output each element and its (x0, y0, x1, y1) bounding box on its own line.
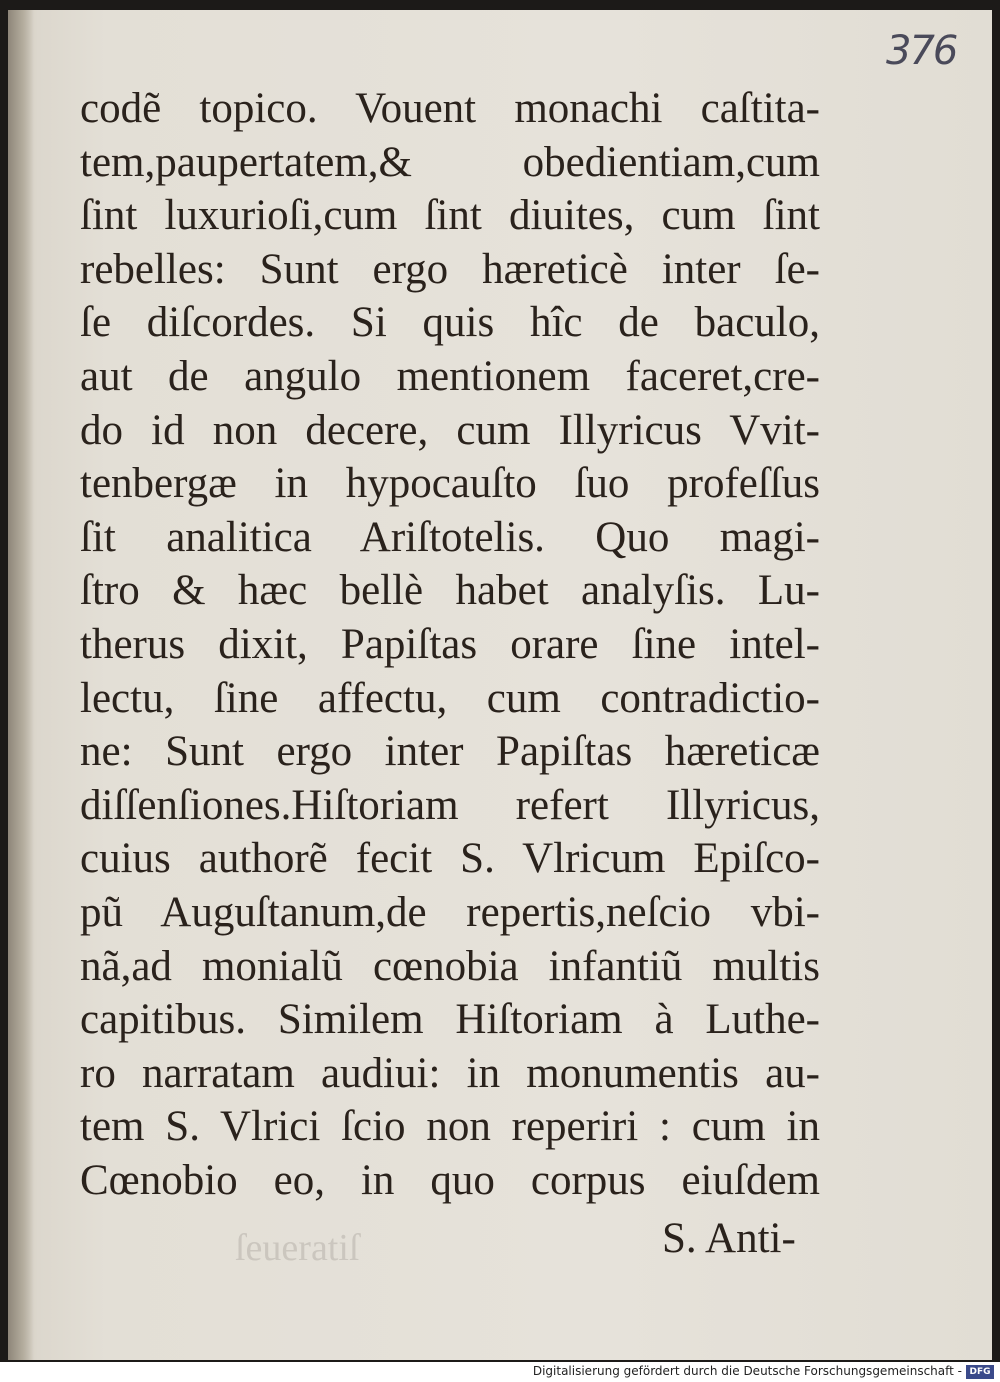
text-line: ne: Sunt ergo inter Papiſtas hæreticæ (80, 728, 820, 776)
text-line: capitibus. Similem Hiſtoriam à Luthe- (80, 996, 820, 1044)
text-line: rebelles: Sunt ergo hæreticè inter ſe- (80, 245, 820, 293)
handwritten-page-number: 376 (886, 28, 957, 74)
text-line: pũ Auguſtanum,de repertis,neſcio vbi- (80, 888, 820, 936)
text-line: ro narratam audiui: in monumentis au- (80, 1049, 820, 1097)
footer-credit: Digitalisierung gefördert durch die Deutsche Forschungsgemeinschaft - (532, 1364, 962, 1378)
catchword: S. Anti- (662, 1215, 796, 1262)
text-line: aut de angulo mentionem faceret,cre- (80, 352, 820, 400)
text-line: cuius authorẽ fecit S. Vlricum Epiſco- (80, 835, 820, 883)
text-line: lectu, ſine affectu, cum contradictio- (80, 674, 820, 722)
text-line: ſtro & hæc bellè habet analyſis. Lu- (80, 567, 820, 615)
text-line: do id non decere, cum Illyricus Vvit- (80, 406, 820, 454)
text-line: therus dixit, Papiſtas orare ſine intel- (80, 620, 820, 668)
text-line: ſit analitica Ariſtotelis. Quo magi- (80, 513, 820, 561)
text-line: tem S. Vlrici ſcio non reperiri : cum in (80, 1103, 820, 1151)
text-line: Cœnobio eo, in quo corpus eiuſdem (80, 1156, 820, 1204)
body-text (80, 82, 820, 1207)
footer-bar (0, 1362, 1000, 1382)
text-line: tem,paupertatem,& obedientiam,cum (80, 138, 820, 186)
text-line: ſe diſcordes. Si quis hîc de baculo, (80, 299, 820, 347)
page-spine-shadow (8, 10, 34, 1360)
text-line: tenbergæ in hypocauſto ſuo profeſſus (80, 460, 820, 508)
text-line: codẽ topico. Vouent monachi caſtita- (80, 85, 820, 132)
dfg-logo: DFG (966, 1365, 994, 1379)
bleed-through-text: ſeueratiſ (235, 1227, 360, 1269)
text-line: diſſenſiones.Hiſtoriam refert Illyricus, (80, 781, 820, 829)
text-line: nã,ad monialũ cœnobia infantiũ multis (80, 942, 820, 990)
text-line: ſint luxurioſi,cum ſint diuites, cum ſint (80, 192, 820, 240)
